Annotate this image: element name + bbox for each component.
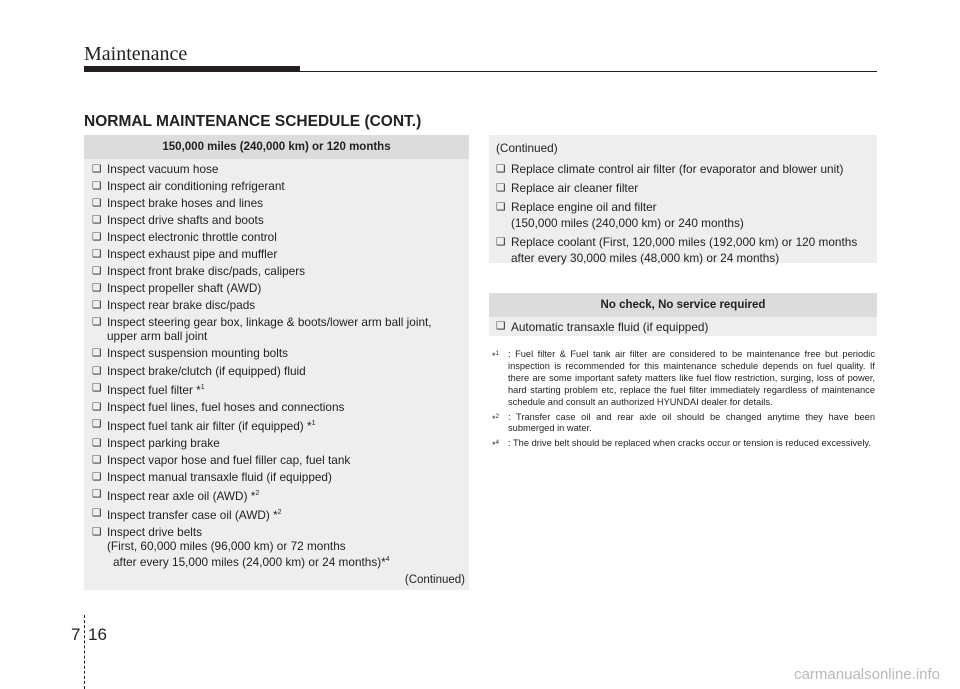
checkbox-icon: ❑ bbox=[496, 236, 506, 248]
page-header-title: Maintenance bbox=[84, 43, 188, 65]
list-item bbox=[92, 281, 469, 295]
list-item bbox=[92, 230, 469, 244]
page-number: 16 bbox=[88, 625, 107, 644]
list-item-text: Inspect vapor hose and fuel filler cap, fuel tank bbox=[107, 452, 351, 467]
list-item bbox=[92, 525, 469, 569]
header-rule bbox=[84, 71, 877, 72]
list-item bbox=[92, 381, 469, 397]
list-item-text: Inspect vacuum hose bbox=[107, 162, 219, 176]
list-item-text: Inspect front brake disc/pads, calipers bbox=[107, 264, 306, 279]
list-item-subtext: after every 30,000 miles (48,000 km) or 24 months) bbox=[511, 251, 780, 265]
list-item bbox=[92, 315, 469, 343]
list-item-text: Inspect suspension mounting bolts bbox=[107, 346, 288, 361]
list-item-text: Inspect rear brake disc/pads bbox=[107, 298, 256, 313]
checkbox-icon: ❑ bbox=[92, 197, 102, 210]
list-item bbox=[496, 180, 877, 196]
footnote-ref: 2 bbox=[277, 508, 282, 516]
list-item bbox=[92, 470, 469, 484]
list-item-text: Inspect brake/clutch (if equipped) fluid bbox=[107, 363, 306, 378]
footnote-number: 2 bbox=[495, 413, 499, 420]
checkbox-icon: ❑ bbox=[92, 400, 102, 413]
checkbox-icon: ❑ bbox=[92, 265, 102, 278]
list-item-text: Inspect air conditioning refrigerant bbox=[107, 179, 285, 194]
replace-list bbox=[489, 161, 877, 266]
checkbox-icon: ❑ bbox=[92, 299, 102, 312]
footnote-marker bbox=[492, 412, 499, 426]
footnote-ref: 2 bbox=[255, 489, 260, 497]
checkbox-icon: ❑ bbox=[92, 180, 102, 193]
footnote-ref: 4 bbox=[385, 555, 390, 563]
checkbox-icon: ❑ bbox=[92, 248, 102, 261]
list-item-text: Replace air cleaner filter bbox=[511, 181, 639, 195]
footnote-asterisk: * bbox=[492, 351, 496, 362]
inspection-list bbox=[84, 159, 469, 569]
footnote-number: 1 bbox=[495, 351, 499, 357]
subtext-content: after every 15,000 miles (24,000 km) or 24 months)* bbox=[113, 554, 386, 569]
footnote-text: : Fuel filter & Fuel tank air filter are considered to be maintenance free but periodic inspection is recommended for this maintenance schedule depends on fuel quality. If there are some important safety matters like fuel flow restriction, surging, loss of power, hard starting problem etc, replace the fuel filter immediately regardless of maintenance schedule and consult an authorized HYUNDAI dealer for details. bbox=[508, 349, 875, 407]
list-item-text: Inspect fuel tank air filter (if equipped) * bbox=[107, 418, 312, 433]
footnote bbox=[489, 412, 875, 436]
footnote-text: : Transfer case oil and rear axle oil should be changed anytime they have been submerged in water. bbox=[508, 411, 875, 434]
list-item-text: Inspect exhaust pipe and muffler bbox=[107, 247, 278, 262]
checkbox-icon: ❑ bbox=[496, 201, 506, 213]
checkbox-icon: ❑ bbox=[92, 316, 102, 329]
section-title: NORMAL MAINTENANCE SCHEDULE (CONT.) bbox=[84, 113, 422, 130]
continued-label: (Continued) bbox=[404, 574, 465, 586]
list-item-text: Inspect transfer case oil (AWD) * bbox=[107, 507, 278, 522]
list-item-subtext bbox=[107, 553, 469, 569]
list-item-text: Inspect drive shafts and boots bbox=[107, 213, 264, 228]
list-item-text: Inspect drive belts bbox=[107, 524, 203, 539]
list-item bbox=[92, 364, 469, 378]
checkbox-icon: ❑ bbox=[92, 381, 102, 394]
checkbox-icon: ❑ bbox=[92, 436, 102, 449]
list-item-text: Inspect electronic throttle control bbox=[107, 230, 277, 245]
list-item bbox=[92, 453, 469, 467]
watermark: carmanualsonline.info bbox=[794, 666, 940, 683]
list-item-text: Inspect propeller shaft (AWD) bbox=[107, 281, 262, 296]
footnote-number: 4 bbox=[495, 440, 499, 447]
list-item bbox=[496, 234, 877, 266]
footnote-text: : The drive belt should be replaced when cracks occur or tension is reduced excessively. bbox=[508, 438, 871, 449]
list-item bbox=[92, 487, 469, 503]
footnote-asterisk: * bbox=[492, 440, 496, 451]
list-item bbox=[92, 179, 469, 193]
checkbox-icon: ❑ bbox=[92, 487, 102, 500]
list-item-text: Inspect rear axle oil (AWD) * bbox=[107, 488, 256, 503]
checkbox-icon: ❑ bbox=[496, 320, 506, 332]
checkbox-icon: ❑ bbox=[496, 182, 506, 194]
list-item-text: Inspect fuel lines, fuel hoses and connections bbox=[107, 399, 345, 414]
list-item bbox=[92, 213, 469, 227]
list-item bbox=[92, 346, 469, 360]
chapter-number: 7 bbox=[71, 625, 81, 644]
continued-heading: (Continued) bbox=[496, 141, 558, 155]
list-item-subtext: (150,000 miles (240,000 km) or 240 months) bbox=[511, 216, 744, 230]
no-service-box bbox=[489, 293, 877, 336]
list-item-subtext: upper arm ball joint bbox=[107, 329, 208, 344]
checkbox-icon: ❑ bbox=[92, 231, 102, 244]
checkbox-icon: ❑ bbox=[92, 214, 102, 227]
list-item bbox=[92, 298, 469, 312]
list-item-text: Replace coolant (First, 120,000 miles (192,000 km) or 120 months bbox=[511, 235, 858, 249]
footnote-ref: 1 bbox=[311, 419, 316, 427]
checkbox-icon: ❑ bbox=[92, 282, 102, 295]
checkbox-icon: ❑ bbox=[92, 364, 102, 377]
list-item bbox=[92, 506, 469, 522]
footnote-marker bbox=[492, 438, 499, 452]
checkbox-icon: ❑ bbox=[92, 525, 102, 538]
checkbox-icon: ❑ bbox=[496, 163, 506, 175]
checkbox-icon: ❑ bbox=[92, 417, 102, 430]
checkbox-icon: ❑ bbox=[92, 470, 102, 483]
list-item bbox=[92, 417, 469, 433]
list-item-text: Inspect parking brake bbox=[107, 435, 220, 450]
list-item-text: Inspect steering gear box, linkage & boots/lower arm ball joint, bbox=[107, 315, 432, 330]
no-service-header: No check, No service required bbox=[489, 293, 877, 317]
footer-divider bbox=[84, 615, 86, 689]
list-item bbox=[496, 161, 877, 177]
footnotes bbox=[489, 349, 875, 453]
list-item-text: Inspect fuel filter * bbox=[107, 382, 201, 397]
list-item bbox=[92, 162, 469, 176]
list-item bbox=[489, 317, 877, 334]
list-item-text: Inspect brake hoses and lines bbox=[107, 196, 264, 211]
checkbox-icon: ❑ bbox=[92, 163, 102, 175]
list-item bbox=[92, 436, 469, 450]
list-item bbox=[92, 264, 469, 278]
footnote-asterisk: * bbox=[492, 413, 496, 424]
checkbox-icon: ❑ bbox=[92, 506, 102, 519]
list-item-text: Replace engine oil and filter bbox=[511, 200, 657, 214]
list-item-text: Inspect manual transaxle fluid (if equipped) bbox=[107, 469, 332, 484]
footnote-ref: 1 bbox=[200, 383, 205, 391]
continued-box bbox=[489, 135, 877, 263]
footnote-marker bbox=[492, 349, 499, 363]
list-item bbox=[92, 196, 469, 210]
checkbox-icon: ❑ bbox=[92, 453, 102, 466]
list-item bbox=[496, 199, 877, 231]
list-item bbox=[92, 400, 469, 414]
list-item-text: Replace climate control air filter (for evaporator and blower unit) bbox=[511, 162, 844, 176]
footnote bbox=[489, 349, 875, 409]
list-item-subtext: (First, 60,000 miles (96,000 km) or 72 months bbox=[107, 538, 346, 553]
footnote bbox=[489, 438, 875, 450]
list-item-text: Automatic transaxle fluid (if equipped) bbox=[511, 320, 709, 334]
interval-header: 150,000 miles (240,000 km) or 120 months bbox=[84, 135, 469, 159]
schedule-box-150000 bbox=[84, 135, 469, 590]
list-item bbox=[92, 247, 469, 261]
checkbox-icon: ❑ bbox=[92, 347, 102, 360]
